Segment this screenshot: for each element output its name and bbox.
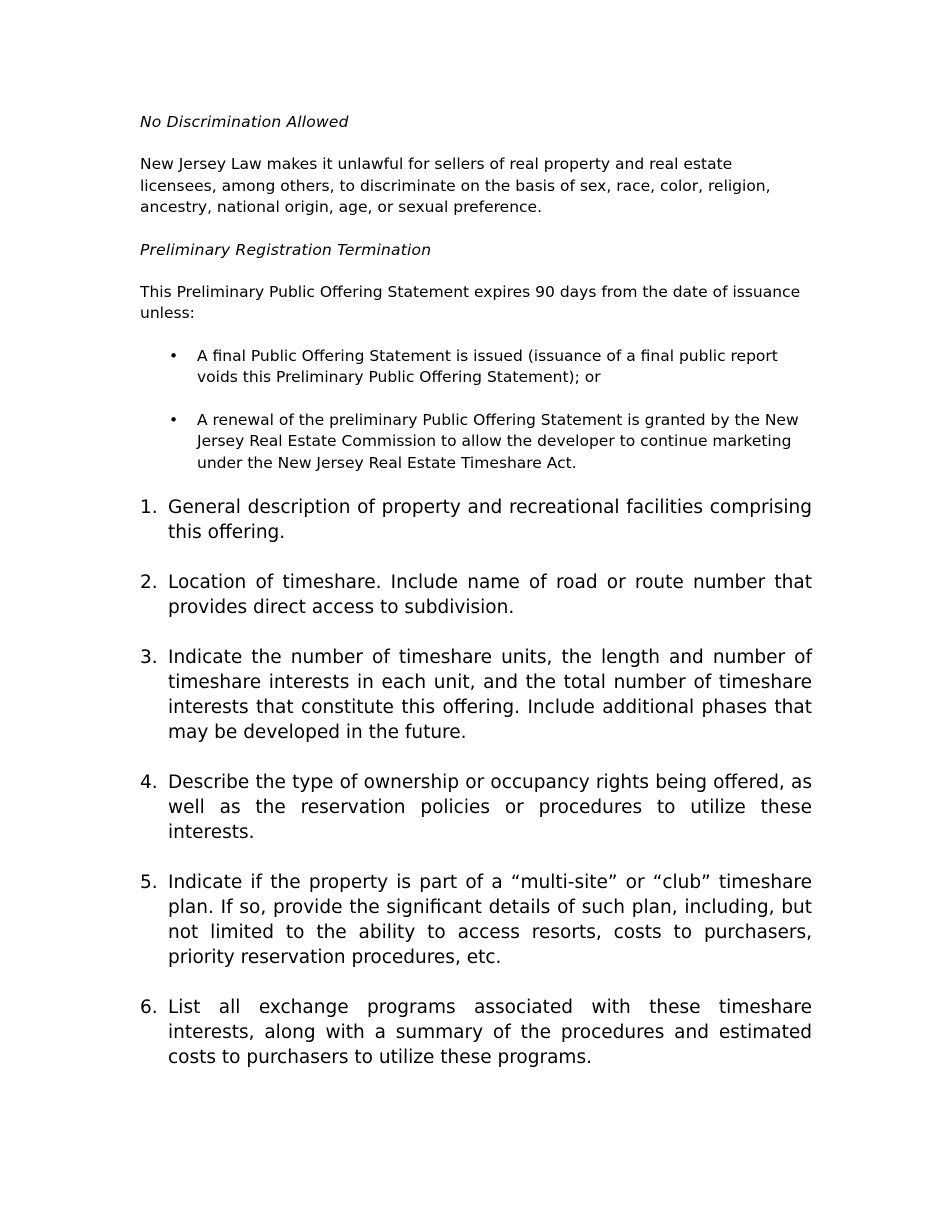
list-item-text: A final Public Offering Statement is issued (issuance of a final public report voids this Preliminary Public Offering Statement); or — [197, 346, 778, 386]
item-text: Indicate the number of timeshare units, the length and number of timeshare interests in each unit, and the total number of timeshare interests that constitute this offering. Include additional phases that may be developed in the future. — [168, 647, 812, 743]
discrimination-paragraph: New Jersey Law makes it unlawful for sellers of real property and real estate licensees, among others, to discriminate on the basis of sex, race, color, religion, ancestry, national origin, age, or sexual preference. — [140, 155, 771, 216]
section-heading-discrimination: No Discrimination Allowed — [140, 113, 349, 131]
item-number: 4. — [140, 772, 158, 793]
numbered-item — [140, 995, 812, 1070]
list-item — [140, 410, 812, 475]
termination-paragraph: This Preliminary Public Offering Statement expires 90 days from the date of issuance unless: — [140, 282, 801, 322]
item-text: List all exchange programs associated with these timeshare interests, along with a summary of the procedures and estimated costs to purchasers to utilize these programs. — [168, 997, 812, 1068]
item-number: 5. — [140, 872, 158, 893]
bullet-icon: • — [169, 410, 179, 429]
item-text: General description of property and recreational facilities comprising this offering. — [168, 497, 812, 543]
item-text: Indicate if the property is part of a “multi-site” or “club” timeshare plan. If so, provide the significant details of such plan, including, but not limited to the ability to access resorts, costs to purchasers, priority reservation procedures, etc. — [168, 872, 812, 968]
numbered-item — [140, 570, 812, 620]
termination-conditions-list — [140, 346, 812, 475]
numbered-item — [140, 870, 812, 970]
numbered-item — [140, 770, 812, 845]
bullet-icon: • — [169, 346, 179, 365]
item-number: 6. — [140, 997, 158, 1018]
item-number: 1. — [140, 497, 158, 518]
numbered-item — [140, 495, 812, 545]
list-item — [140, 346, 812, 389]
section-heading-termination: Preliminary Registration Termination — [140, 240, 432, 259]
item-text: Location of timeshare. Include name of road or route number that provides direct access to subdivision. — [168, 572, 812, 618]
document-body — [140, 112, 812, 1095]
numbered-item — [140, 645, 812, 745]
list-item-text: A renewal of the preliminary Public Offering Statement is granted by the New Jersey Real Estate Commission to allow the developer to continue marketing under the New Jersey Real Estate Timeshare Act. — [197, 410, 799, 472]
numbered-requirements-list — [140, 495, 812, 1070]
item-number: 3. — [140, 647, 158, 668]
item-text: Describe the type of ownership or occupancy rights being offered, as well as the reservation policies or procedures to utilize these interests. — [168, 772, 812, 843]
item-number: 2. — [140, 572, 158, 593]
